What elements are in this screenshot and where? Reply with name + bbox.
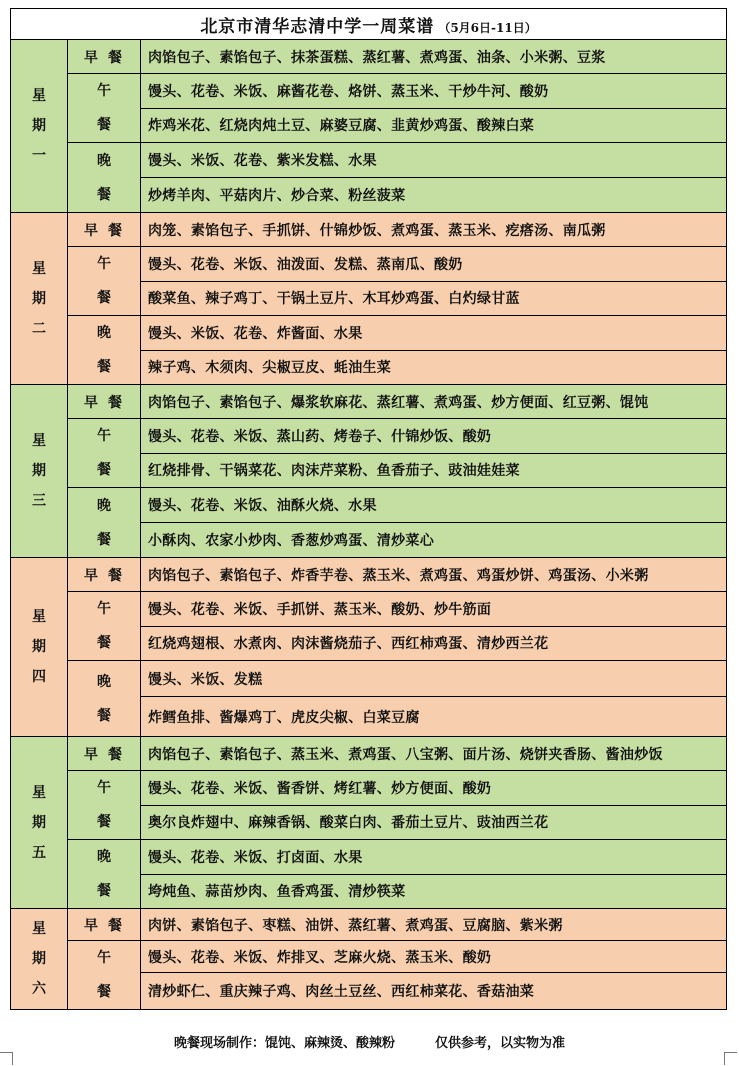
lunch-label: 午 餐 [68,74,141,143]
lunch-label: 午 餐 [68,592,141,661]
day-label-tuesday: 星 期 二 [11,213,68,385]
thursday-lunch-staple: 馒头、花卷、米饭、手抓饼、蒸玉米、酸奶、炒牛筋面 [141,592,727,627]
dinner-label: 晚 餐 [68,316,141,385]
tuesday-dinner-dishes: 辣子鸡、木须肉、尖椒豆皮、蚝油生菜 [141,350,727,385]
lunch-label: 午 餐 [68,941,141,1010]
wednesday-dinner-staple: 馒头、花卷、米饭、油酥火烧、水果 [141,488,727,523]
tuesday-breakfast: 肉笼、素馅包子、手抓饼、什锦炒饭、煮鸡蛋、蒸玉米、疙瘩汤、南瓜粥 [141,213,727,247]
friday-dinner-staple: 馒头、花卷、米饭、打卤面、水果 [141,840,727,875]
monday-lunch-staple: 馒头、花卷、米饭、麻酱花卷、烙饼、蒸玉米、干炒牛河、酸奶 [141,74,727,109]
saturday-lunch-staple: 馒头、花卷、米饭、炸排叉、芝麻火烧、蒸玉米、酸奶 [141,941,727,973]
friday-breakfast: 肉馅包子、素馅包子、蒸玉米、煮鸡蛋、八宝粥、面片汤、烧饼夹香肠、酱油炒饭 [141,737,727,771]
breakfast-label: 早餐 [68,213,141,247]
breakfast-label: 早餐 [68,40,141,74]
thursday-breakfast: 肉馅包子、素馅包子、炸香芋卷、蒸玉米、煮鸡蛋、鸡蛋炒饼、鸡蛋汤、小米粥 [141,558,727,592]
lunch-label: 午 餐 [68,247,141,316]
page-title: 北京市清华志清中学一周菜谱 [200,16,435,37]
day-label-friday: 星 期 五 [11,737,68,909]
friday-lunch-dishes: 奥尔良炸翅中、麻辣香锅、酸菜白肉、番茄土豆片、豉油西兰花 [141,805,727,840]
day-label-thursday: 星 期 四 [11,558,68,737]
breakfast-label: 早餐 [68,737,141,771]
lunch-label: 午 餐 [68,771,141,840]
breakfast-label: 早餐 [68,909,141,941]
saturday-breakfast: 肉饼、素馅包子、枣糕、油饼、蒸红薯、煮鸡蛋、豆腐脑、紫米粥 [141,909,727,941]
tuesday-lunch-staple: 馒头、花卷、米饭、油泼面、发糕、蒸南瓜、酸奶 [141,247,727,282]
breakfast-label: 早餐 [68,558,141,592]
tuesday-dinner-staple: 馒头、米饭、花卷、炸酱面、水果 [141,316,727,351]
dinner-label: 晚 餐 [68,661,141,737]
title-cell [11,9,727,40]
dinner-label: 晚 餐 [68,840,141,909]
tuesday-lunch-dishes: 酸菜鱼、辣子鸡丁、干锅土豆片、木耳炒鸡蛋、白灼绿甘蓝 [141,281,727,316]
footer-onsite-note: 晚餐现场制作：馄饨、麻辣烫、酸辣粉 [173,1036,395,1051]
friday-lunch-staple: 馒头、花卷、米饭、酱香饼、烤红薯、炒方便面、酸奶 [141,771,727,806]
page-corner-mark [0,1052,13,1065]
friday-dinner-dishes: 垮炖鱼、蒜苗炒肉、鱼香鸡蛋、清炒筷菜 [141,874,727,909]
wednesday-lunch-dishes: 红烧排骨、干锅菜花、肉沫芹菜粉、鱼香茄子、豉油娃娃菜 [141,453,727,488]
wednesday-lunch-staple: 馒头、花卷、米饭、蒸山药、烤卷子、什锦炒饭、酸奶 [141,419,727,454]
dinner-label: 晚 餐 [68,143,141,213]
breakfast-label: 早餐 [68,385,141,419]
monday-lunch-dishes: 炸鸡米花、红烧肉炖土豆、麻婆豆腐、韭黄炒鸡蛋、酸辣白菜 [141,108,727,143]
monday-breakfast: 肉馅包子、素馅包子、抹茶蛋糕、蒸红薯、煮鸡蛋、油条、小米粥、豆浆 [141,40,727,74]
date-range: （5月6日-11日） [438,20,537,35]
footer-disclaimer: 仅供参考，以实物为准 [435,1036,566,1051]
thursday-dinner-staple: 馒头、米饭、发糕 [141,661,727,697]
footer-note [0,1032,739,1051]
wednesday-breakfast: 肉馅包子、素馅包子、爆浆软麻花、蒸红薯、煮鸡蛋、炒方便面、红豆粥、馄饨 [141,385,727,419]
monday-dinner-staple: 馒头、米饭、花卷、紫米发糕、水果 [141,143,727,178]
saturday-lunch-dishes: 清炒虾仁、重庆辣子鸡、肉丝土豆丝、西红柿菜花、香菇油菜 [141,973,727,1010]
day-label-saturday: 星 期 六 [11,909,68,1010]
lunch-label: 午 餐 [68,419,141,488]
thursday-lunch-dishes: 红烧鸡翅根、水煮肉、肉沫酱烧茄子、西红柿鸡蛋、清炒西兰花 [141,626,727,661]
day-label-wednesday: 星 期 三 [11,385,68,558]
day-label-monday: 星 期 一 [11,40,68,213]
menu-table [10,8,727,1010]
page-corner-mark [724,1052,737,1065]
menu-sheet [10,8,726,1010]
wednesday-dinner-dishes: 小酥肉、农家小炒肉、香葱炒鸡蛋、清炒菜心 [141,523,727,558]
monday-dinner-dishes: 炒烤羊肉、平菇肉片、炒合菜、粉丝菠菜 [141,178,727,213]
thursday-dinner-dishes: 炸鳕鱼排、酱爆鸡丁、虎皮尖椒、白菜豆腐 [141,697,727,737]
dinner-label: 晚 餐 [68,488,141,558]
